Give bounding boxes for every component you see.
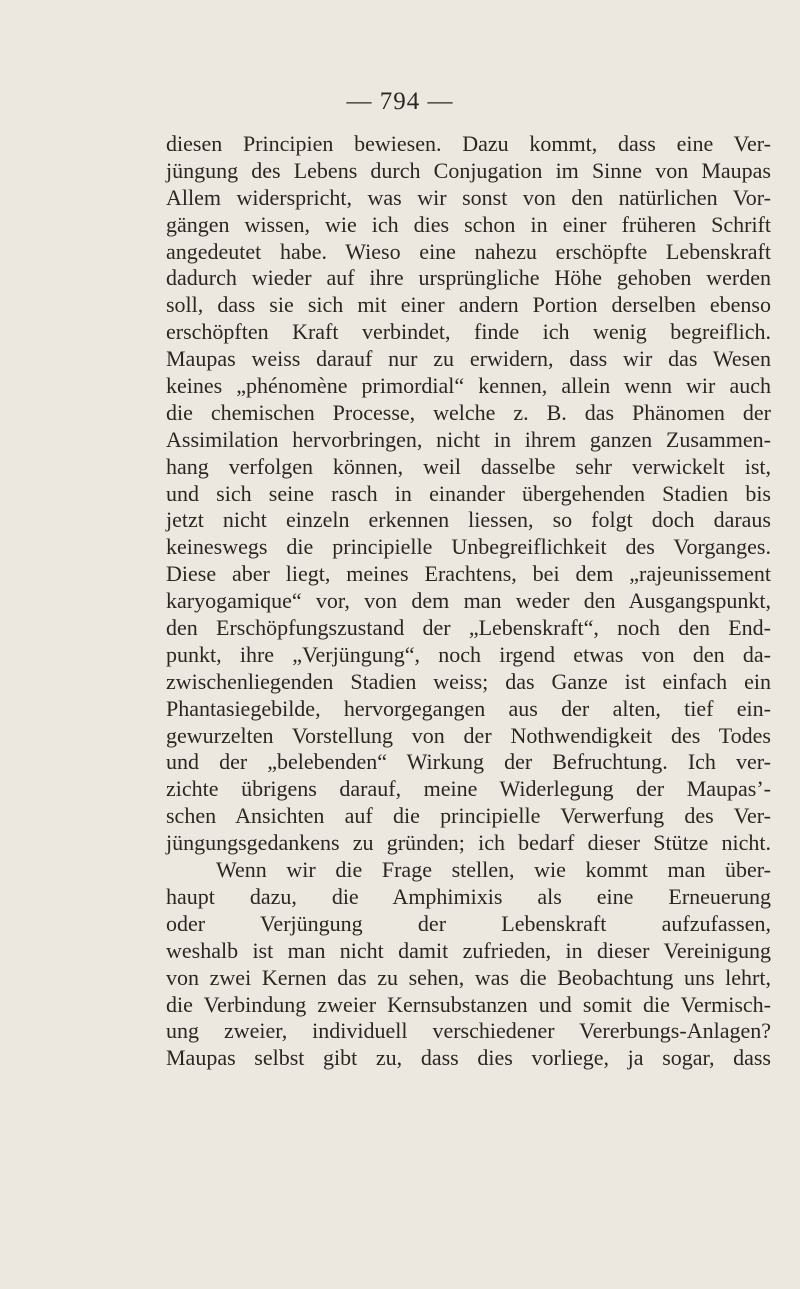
text-line: gängen wissen, wie ich dies schon in einer früheren Schrift <box>166 211 771 237</box>
text-line: diesen Principien bewiesen. Dazu kommt, dass eine Ver- <box>166 131 771 156</box>
text-line: weshalb ist man nicht damit zufrieden, in dieser Vereinigung <box>166 937 771 963</box>
text-line: soll, dass sie sich mit einer andern Portion derselben ebenso <box>166 292 771 318</box>
text-line: die chemischen Processe, welche z. B. das Phänomen der <box>166 399 771 425</box>
page-number: — 794 — <box>346 88 454 115</box>
text-line: hang verfolgen können, weil dasselbe sehr verwickelt ist, <box>166 453 771 479</box>
text-line: zichte übrigens darauf, meine Widerlegung der Maupas’- <box>166 776 771 802</box>
text-line: keines „phénomène primordial“ kennen, allein wenn wir auch <box>166 373 771 399</box>
text-line: Wenn wir die Frage stellen, wie kommt man über- <box>216 857 771 883</box>
text-line: Maupas selbst gibt zu, dass dies vorliege, ja sogar, dass <box>166 1045 771 1071</box>
text-line: jüngung des Lebens durch Conjugation im Sinne von Maupas <box>166 157 771 183</box>
text-line: von zwei Kernen das zu sehen, was die Beobachtung uns lehrt, <box>166 964 771 990</box>
text-line: ung zweier, individuell verschiedener Vererbungs-Anlagen? <box>166 1018 771 1044</box>
text-line: Diese aber liegt, meines Erachtens, bei dem „rajeunissement <box>166 561 771 587</box>
text-line: jüngungsgedankens zu gründen; ich bedarf dieser Stütze nicht. <box>166 830 771 856</box>
text-line: und sich seine rasch in einander übergehenden Stadien bis <box>166 480 771 506</box>
text-line: die Verbindung zweier Kernsubstanzen und somit die Vermisch- <box>166 991 771 1017</box>
text-line: zwischenliegenden Stadien weiss; das Ganze ist einfach ein <box>166 668 771 694</box>
text-line: Phantasiegebilde, hervorgegangen aus der alten, tief ein- <box>166 695 771 721</box>
text-line: karyogamique“ vor, von dem man weder den Ausgangspunkt, <box>166 588 771 614</box>
text-line: angedeutet habe. Wieso eine nahezu erschöpfte Lebenskraft <box>166 238 771 264</box>
text-line: erschöpften Kraft verbindet, finde ich wenig begreiflich. <box>166 319 771 345</box>
text-line: oder Verjüngung der Lebenskraft aufzufassen, <box>166 910 771 936</box>
text-line: jetzt nicht einzeln erkennen liessen, so folgt doch daraus <box>166 507 771 533</box>
text-line: Allem widerspricht, was wir sonst von den natürlichen Vor- <box>166 184 771 210</box>
text-line: gewurzelten Vorstellung von der Nothwendigkeit des Todes <box>166 722 771 748</box>
body-text <box>166 131 771 1072</box>
text-line: den Erschöpfungszustand der „Lebenskraft“, noch den End- <box>166 615 771 641</box>
text-line: punkt, ihre „Verjüngung“, noch irgend etwas von den da- <box>166 641 771 667</box>
text-line: Assimilation hervorbringen, nicht in ihrem ganzen Zusammen- <box>166 426 771 452</box>
text-line: schen Ansichten auf die principielle Verwerfung des Ver- <box>166 803 771 829</box>
text-line: und der „belebenden“ Wirkung der Befruchtung. Ich ver- <box>166 749 771 775</box>
text-line: keineswegs die principielle Unbegreiflichkeit des Vorganges. <box>166 534 771 560</box>
text-line: dadurch wieder auf ihre ursprüngliche Höhe gehoben werden <box>166 265 771 291</box>
text-line: haupt dazu, die Amphimixis als eine Erneuerung <box>166 883 771 909</box>
text-line: Maupas weiss darauf nur zu erwidern, dass wir das Wesen <box>166 346 771 372</box>
